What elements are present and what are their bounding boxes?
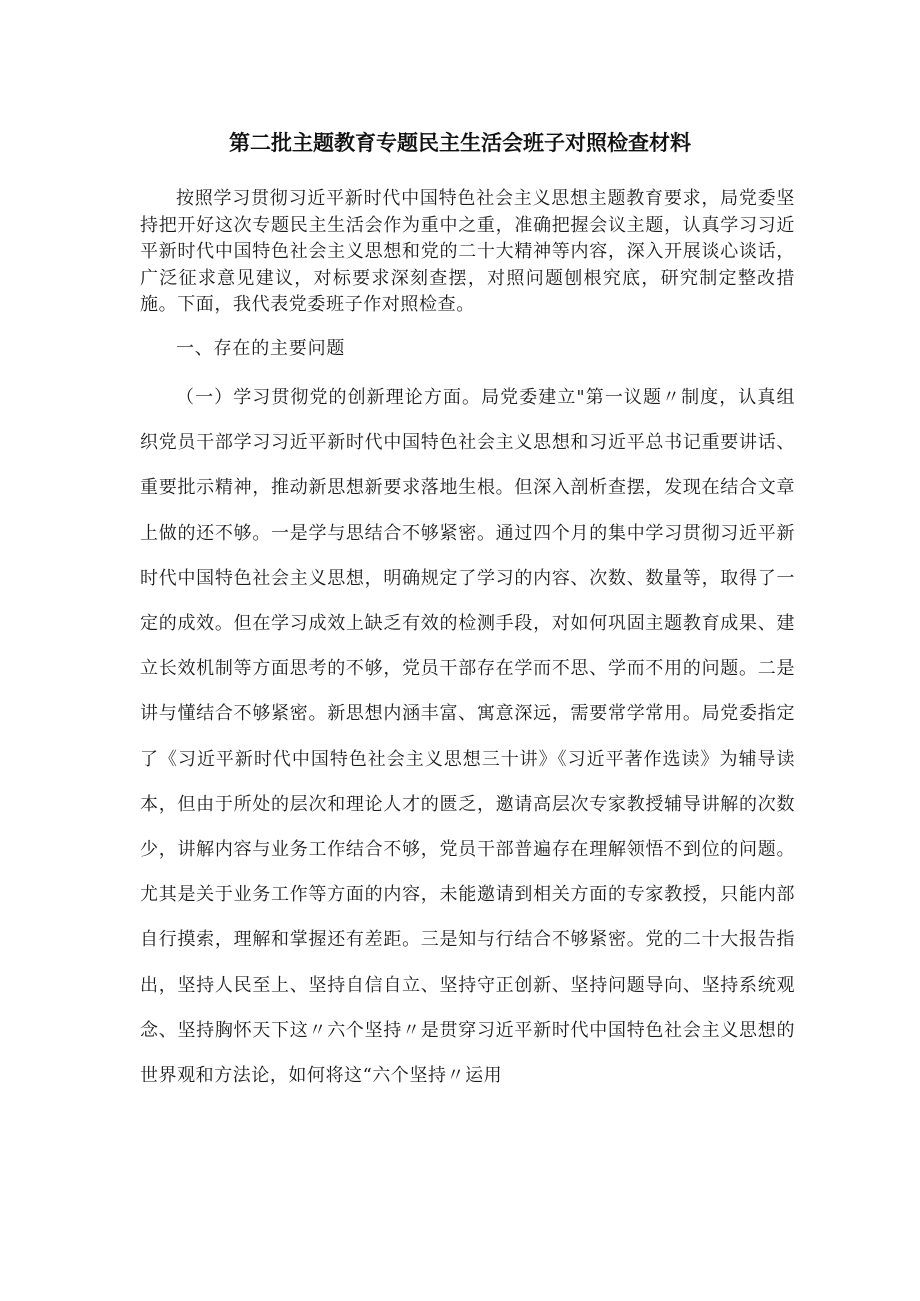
document-title: 第二批主题教育专题民主生活会班子对照检查材料 (229, 131, 691, 155)
section-paragraph: （一）学习贯彻党的创新理论方面。局党委建立"第一议题〃制度，认真组织党员干部学习习近平新时代中国特色社会主义思想和习近平总书记重要讲话、重要批示精神，推动新思想新要求落地生根。但深入剖析查摆，发现在结合文章上做的还不够。一是学与思结合不够紧密。通过四个月的集中学习贯彻习近平新时代中国特色社会主义思想，明确规定了学习的内容、次数、数量等，取得了一定的成效。但在学习成效上缺乏有效的检测手段，对如何巩固主题教育成果、建立长效机制等方面思考的不够，党员干部存在学而不思、学而不用的问题。二是讲与懂结合不够紧密。新思想内涵丰富、寓意深远，需要常学常用。局党委指定了《习近平新时代中国特色社会主义思想三十讲》《习近平著作选读》为辅导读本，但由于所处的层次和理论人才的匮乏，邀请高层次专家教授辅导讲解的次数少，讲解内容与业务工作结合不够，党员干部普遍存在理解领悟不到位的问题。尤其是关于业务工作等方面的内容，未能邀请到相关方面的专家教授，只能内部自行摸索，理解和掌握还有差距。三是知与行结合不够紧密。党的二十大报告指出，坚持人民至上、坚持自信自立、坚持守正创新、坚持问题导向、坚持系统观念、坚持胸怀天下这〃六个坚持〃是贯穿习近平新时代中国特色社会主义思想的世界观和方法论，如何将这“六个坚持〃运用 (140, 387, 795, 1087)
section-heading: 一、存在的主要问题 (176, 338, 346, 359)
intro-paragraph: 按照学习贯彻习近平新时代中国特色社会主义思想主题教育要求，局党委坚持把开好这次专题民主生活会作为重中之重，准确把握会议主题，认真学习习近平新时代中国特色社会主义思想和党的二十大精神等内容，深入开展谈心谈话，广泛征求意见建议，对标要求深刻查摆，对照问题刨根究底，研究制定整改措施。下面，我代表党委班子作对照检查。 (140, 188, 795, 315)
